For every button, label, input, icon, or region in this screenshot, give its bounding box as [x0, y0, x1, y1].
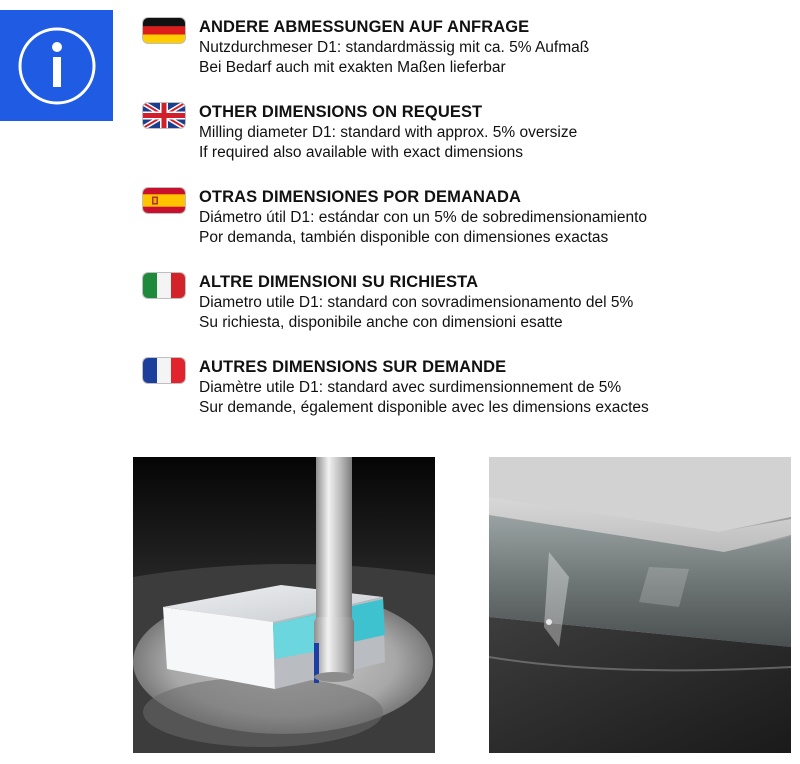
- uk-flag-icon: [143, 103, 185, 128]
- text-english-line2: If required also available with exact dimensions: [199, 144, 523, 161]
- info-box: [0, 10, 113, 121]
- spain-flag-icon: [143, 188, 185, 213]
- heading-english: OTHER DIMENSIONS ON REQUEST: [199, 103, 483, 121]
- text-german-line1: Nutzdurchmeser D1: standardmässig mit ca. 5% Aufmaß: [199, 39, 590, 56]
- heading-spanish: OTRAS DIMENSIONES POR DEMANADA: [199, 188, 522, 206]
- text-french-line1: Diamètre utile D1: standard avec surdimensionnement de 5%: [199, 379, 622, 396]
- milling-render-image: [133, 457, 435, 753]
- heading-italian: ALTRE DIMENSIONI SU RICHIESTA: [199, 273, 479, 291]
- france-flag-icon: [143, 358, 185, 383]
- heading-german: ANDERE ABMESSUNGEN AUF ANFRAGE: [199, 18, 530, 36]
- text-spanish-line1: Diámetro útil D1: estándar con un 5% de sobredimensionamiento: [199, 209, 648, 226]
- text-italian-line2: Su richiesta, disponibile anche con dimensioni esatte: [199, 314, 563, 331]
- italy-flag-icon: [143, 273, 185, 298]
- text-spanish-line2: Por demanda, también disponible con dimensiones exactas: [199, 229, 609, 246]
- germany-flag-icon: [143, 18, 185, 43]
- text-english-line1: Milling diameter D1: standard with approx. 5% oversize: [199, 124, 578, 141]
- acrylic-edge-photo: [489, 457, 791, 753]
- text-italian-line1: Diametro utile D1: standard con sovradimensionamento del 5%: [199, 294, 634, 311]
- text-french-line2: Sur demande, également disponible avec les dimensions exactes: [199, 399, 649, 416]
- text-german-line2: Bei Bedarf auch mit exakten Maßen lieferbar: [199, 59, 506, 76]
- info-icon: [16, 25, 98, 107]
- heading-french: AUTRES DIMENSIONS SUR DEMANDE: [199, 358, 507, 376]
